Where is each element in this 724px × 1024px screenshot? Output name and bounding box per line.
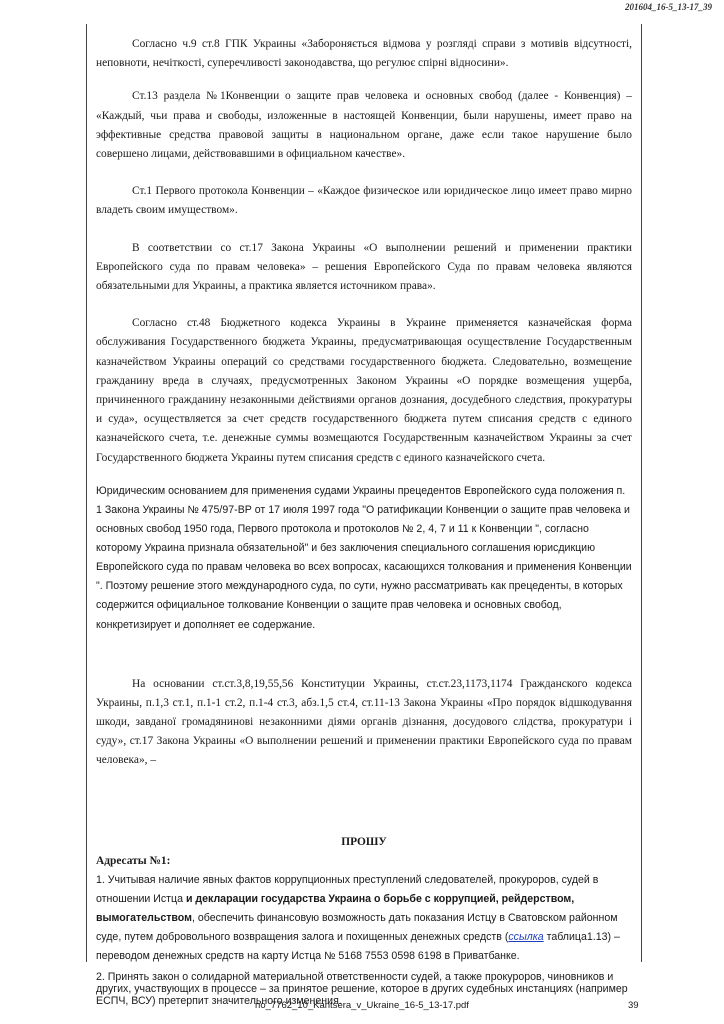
footer-filename: no_7762_10_Kantsera_v_Ukraine_16-5_13-17.pdf: [255, 1000, 469, 1011]
request-item-2: 2. Принять закон о солидарной материальной ответственности судей, а также прокуроров, чиновников и других, участвующих в процессе – за принятое решение, которое в других судебных инстанциях (например ЕСПЧ, ВСУ) претерпит значительного изменения.: [96, 970, 628, 1007]
footer-page-number: 39: [628, 1000, 639, 1011]
left-margin-rule: [86, 24, 87, 962]
request-item-1: [96, 871, 632, 966]
right-margin-rule: [641, 24, 642, 962]
item1-reference-link[interactable]: ссылка: [508, 931, 544, 944]
paragraph-convention-art13: Ст.13 раздела №1Конвенции о защите прав человека и основных свобод (далее - Конвенция) – «Каждый, чьи права и свободы, изложенные в настоящей Конвенции, были нарушены, имеет право на эффективные средства правовой защиты в национальном органе, даже если такое нарушение было совершено лицами, действовавшими в официальном качестве».: [96, 90, 632, 161]
item1-bold-declaration: и декларации государства Украина о борьбе с коррупцией, рейдерством, вымогательством: [96, 893, 575, 925]
paragraph-legal-grounds: На основании ст.ст.3,8,19,55,56 Конституции Украины, ст.ст.23,1173,1174 Гражданского кодекса Украины, п.1,3 ст.1, п.1-1 ст.2, п.1-4 ст.3, абз.1,5 ст.4, ст.11-13 Закона Украины «Про порядок відшкодування шкоди, завданої громадянинові незаконними діями органів дізнання, досудового слідства, прокуратури і суду», ст.17 Закона Украины «О выполнении решений и применении практики Европейского суда по правам человека», –: [96, 677, 632, 767]
paragraph-legal-basis-precedents: Юридическим основанием для применения судами Украины прецедентов Европейского суда положения п. 1 Закона Украины № 475/97-ВР от 17 июля 1997 года "О ратификации Конвенции о защите прав человека и основных свобод 1950 года, Первого протокола и протоколов № 2, 4, 7 и 11 к Конвенции ", согласно которому Украина признала обязательной" и без заключения специального соглашения юрисдикцию Европейского суда по правам человека во всех вопросах, касающихся толкования и применения Конвенции ". Поэтому решение этого международного суда, по сути, нужно рассматривать как прецеденты, в которых содержится официальное толкование Конвенции о защите прав человека и основных свобод, конкретизирует и дополняет ее содержание.: [96, 484, 632, 631]
paragraph-protocol-art1: Ст.1 Первого протокола Конвенции – «Каждое физическое или юридическое лицо имеет право мирно владеть своим имуществом».: [96, 185, 632, 217]
paragraph-law-art17: В соответствии со ст.17 Закона Украины «О выполнении решений и применении практики Европейского суда по правам человека» – решения Европейского Суда по правам человека являются обязательными для Украины, а практика является источником права».: [96, 241, 632, 293]
item1-text-part3: таблица1.13) – переводом денежных средств на карту Истца № 5168 7553 0598 6198 в Приватбанке.: [96, 931, 620, 963]
paragraph-budget-code-art48: Согласно ст.48 Бюджетного кодекса Украины в Украине применяется казначейская форма обслуживания Государственного бюджета Украины, предусматривающая осуществление Государственным казначейством Украины операций со средствами государственного бюджета. Следовательно, возмещение гражданину вреда в случаях, предусмотренных Законом Украины «О порядке возмещения ущерба, причиненного гражданину незаконными действиями органов дознания, досудебного следствия, прокуратуры и суда», осуществляется за счет средств государственного бюджета путем списания средств с единого казначейского счета, т.е. денежные суммы возмещаются Государственным казначейством Украины за счет Государственного бюджета Украины путем списания средств с единого казначейского счета.: [96, 317, 632, 464]
paragraph-gpk-art8: Согласно ч.9 ст.8 ГПК Украины «Забороняється відмова у розгляді справи з мотивів відсутності, неповноти, нечіткості, суперечливості законодавства, що регулює спірні відносини».: [96, 38, 632, 70]
addressees-label: Адресаты №1:: [96, 854, 171, 867]
item1-text-part2: , обеспечить финансовую возможность дать показания Истцу в Сватовском районном суде, путем добровольного возвращения залога и похищенных денежных средств (: [96, 912, 618, 944]
request-heading: ПРОШУ: [341, 835, 387, 848]
item1-text-part1: 1. Учитывая наличие явных фактов коррупционных преступлений следователей, прокуроров, судей в отношении Истца: [96, 874, 599, 906]
document-body: [96, 35, 632, 1007]
document-id-header: 201604_16-5_13-17_39: [625, 2, 712, 12]
